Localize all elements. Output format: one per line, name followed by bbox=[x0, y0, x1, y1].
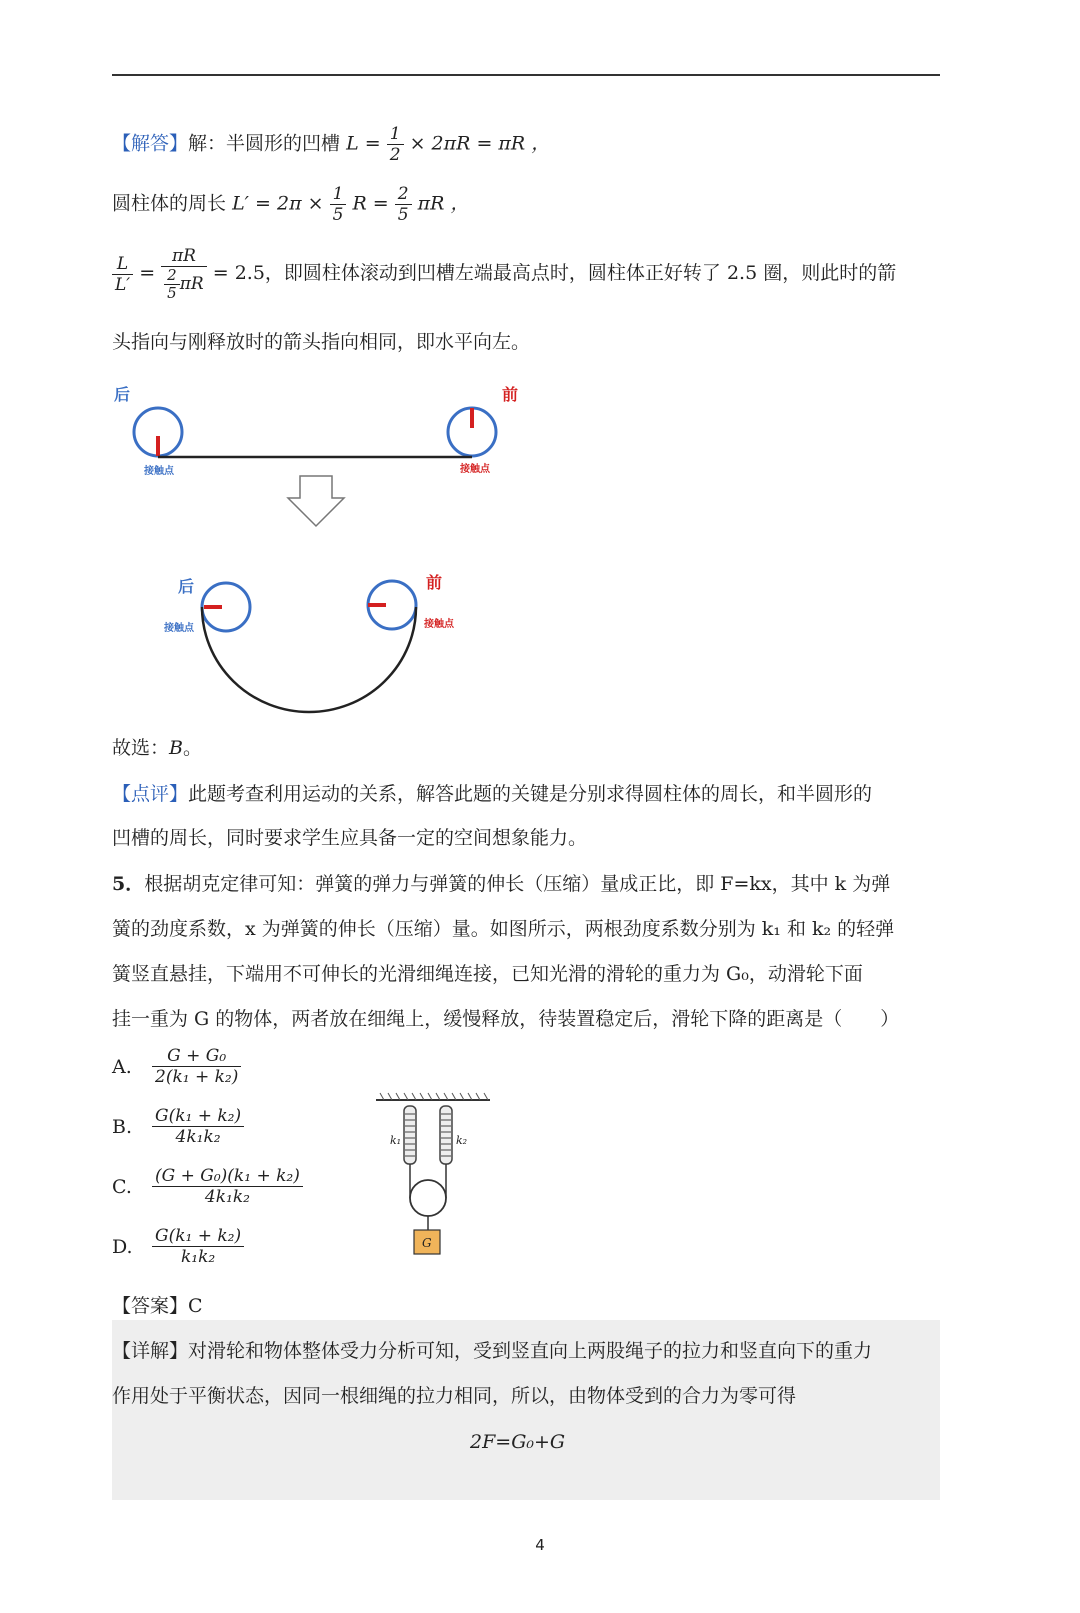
question-line-3: 簧竖直悬挂，下端用不可伸长的光滑细绳连接，已知光滑的滑轮的重力为 G₀，动滑轮下面 bbox=[112, 963, 863, 985]
fraction-two-fifths: $\frac{2}{5}$ bbox=[395, 184, 412, 225]
option-c[interactable]: C. $\frac{\text{(G + G₀)(k₁ + k₂)}}{\text{4k₁k₂}}$ bbox=[112, 1166, 303, 1207]
option-d[interactable]: D. $\frac{\text{G(k₁ + k₂)}}{\text{k₁k₂}}$ bbox=[112, 1226, 244, 1267]
solution-line2-text: 圆柱体的周长 bbox=[112, 192, 227, 215]
fraction-fifth: $\frac{1}{5}$ bbox=[330, 184, 347, 225]
contact-label-4: 接触点 bbox=[424, 619, 454, 630]
choice-line: 故选：B。 bbox=[112, 737, 202, 759]
fraction-l-over-lprime: $\frac{L}{L'}$ bbox=[112, 254, 133, 295]
label-front-bottom: 前 bbox=[426, 573, 443, 592]
question-line-2: 簧的劲度系数，x 为弹簧的伸长（压缩）量。如图所示，两根劲度系数分别为 k₁ 和 k₂ 的轻弹 bbox=[112, 918, 895, 940]
formula-lhs: L = bbox=[346, 132, 381, 155]
contact-label-3: 接触点 bbox=[164, 623, 194, 634]
equals: = bbox=[139, 262, 156, 284]
solution-line-3 bbox=[112, 246, 896, 302]
solution-line-2 bbox=[112, 184, 469, 225]
answer-tag: 【答案】 bbox=[112, 1295, 189, 1317]
ceiling-hatch bbox=[380, 1093, 488, 1100]
formula-rhs: × 2πR = πR ， bbox=[409, 132, 551, 155]
label-g: G bbox=[422, 1236, 432, 1250]
answer-line bbox=[112, 1294, 203, 1318]
label-front-top: 前 bbox=[502, 385, 519, 404]
label-back-top: 后 bbox=[114, 385, 131, 404]
question-line-1: 5．根据胡克定律可知：弹簧的弹力与弹簧的伸长（压缩）量成正比，即 F=kx，其中 k 为弹 bbox=[112, 873, 891, 895]
label-k2: k₂ bbox=[456, 1134, 468, 1147]
solution-line-1 bbox=[112, 124, 550, 165]
down-arrow-icon bbox=[288, 476, 344, 526]
comment-tag: 【点评】 bbox=[112, 783, 189, 805]
question-number: 5． bbox=[112, 873, 145, 895]
answer-value: C bbox=[188, 1295, 203, 1317]
formula2-rhs: πR ， bbox=[417, 192, 470, 215]
question-line-4: 挂一重为 G 的物体，两者放在细绳上，缓慢释放，待装置稳定后，滑轮下降的距离是（ ） bbox=[112, 1008, 900, 1030]
option-a[interactable]: A. $\frac{\text{G + G₀}}{\text{2(k₁ + k₂)}}$ bbox=[112, 1046, 241, 1087]
semicircle-trough bbox=[202, 607, 416, 712]
label-back-bottom: 后 bbox=[178, 577, 195, 596]
comment-line-1: 【点评】此题考查利用运动的关系，解答此题的关键是分别求得圆柱体的周长，和半圆形的 bbox=[112, 783, 873, 805]
solution-line1-text: 解：半圆形的凹槽 bbox=[188, 132, 341, 155]
solution-tag: 【解答】 bbox=[112, 132, 189, 155]
contact-label-2: 接触点 bbox=[460, 464, 490, 475]
detail-line-2: 作用处于平衡状态，因同一根细绳的拉力相同，所以，由物体受到的合力为零可得 bbox=[112, 1385, 797, 1407]
solution-line3-text: = 2.5，即圆柱体滚动到凹槽左端最高点时，圆柱体正好转了 2.5 圈，则此时的箭 bbox=[212, 262, 897, 284]
contact-label-1: 接触点 bbox=[144, 466, 174, 477]
solution-line-4: 头指向与刚释放时的箭头指向相同，即水平向左。 bbox=[112, 331, 531, 353]
formula2-mid: R = bbox=[352, 192, 389, 215]
header-rule bbox=[112, 74, 940, 76]
spring-k2 bbox=[440, 1106, 452, 1164]
detail-tag: 【详解】 bbox=[112, 1340, 189, 1362]
spring-k1 bbox=[404, 1106, 416, 1164]
rolling-diagram bbox=[110, 378, 540, 718]
comment-line-2: 凹槽的周长，同时要求学生应具备一定的空间想象能力。 bbox=[112, 827, 588, 849]
equation: 2F=G₀+G bbox=[470, 1431, 566, 1453]
formula2-lhs: L′ = 2π × bbox=[232, 192, 324, 215]
label-k1: k₁ bbox=[390, 1134, 402, 1147]
fraction-half: $\frac{1}{2}$ bbox=[387, 124, 404, 165]
pulley-wheel bbox=[410, 1180, 446, 1216]
option-b[interactable]: B. $\frac{\text{G(k₁ + k₂)}}{\text{4k₁k₂}}$ bbox=[112, 1106, 244, 1147]
pulley-diagram bbox=[372, 1090, 502, 1270]
detail-line-1: 【详解】对滑轮和物体整体受力分析可知，受到竖直向上两股绳子的拉力和竖直向下的重力 bbox=[112, 1340, 873, 1362]
page-number: 4 bbox=[535, 1536, 545, 1554]
fraction-big: πR $\frac{2}{5}$ πR bbox=[161, 246, 207, 302]
